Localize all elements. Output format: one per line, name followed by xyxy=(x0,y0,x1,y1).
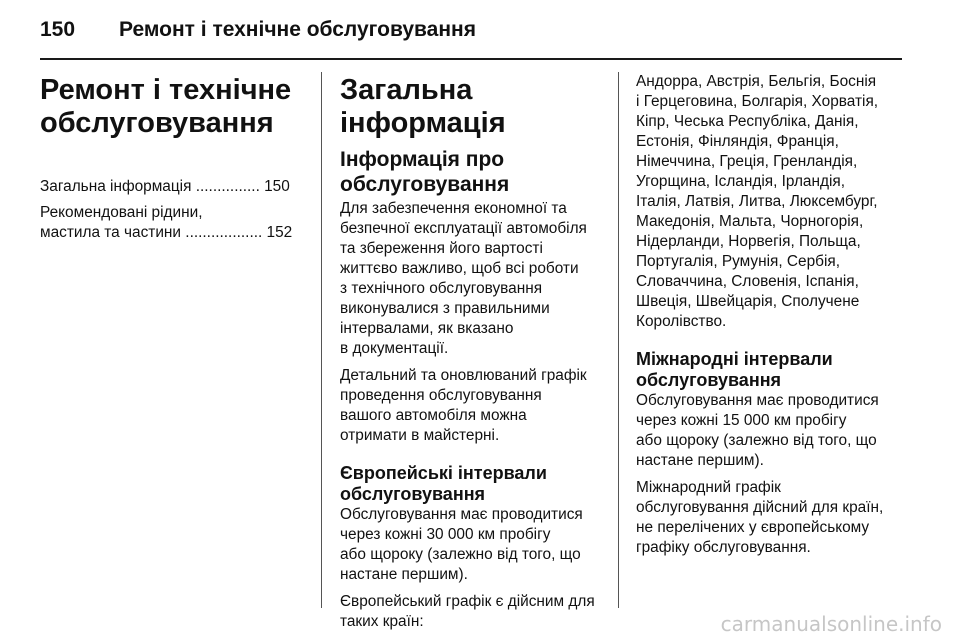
toc-entry-general-info[interactable]: Загальна інформація ............... 150 xyxy=(40,178,290,195)
column-divider-right xyxy=(618,72,619,608)
paragraph-service-schedule: Детальний та оновлюваний графік проведення обслуговування вашого автомобіля можна отримати в майстерні. xyxy=(340,367,587,444)
toc-entry-fluids[interactable]: Рекомендовані рідини, мастила та частини .................. 152 xyxy=(40,204,293,241)
running-title: Ремонт і технічне обслуговування xyxy=(119,18,476,41)
page-header xyxy=(40,14,902,60)
subsection-heading-service-info: Інформація про обслуговування xyxy=(340,148,510,196)
column-divider-left xyxy=(321,72,322,608)
paragraph-service-importance: Для забезпечення економної та безпечної експлуатації автомобіля та збереження його вартості життєво важливо, щоб всі роботи з технічного обслуговування виконувалися з правильними інтервалами, як вказано в документації. xyxy=(340,200,587,357)
paragraph-european-countries-intro: Європейський графік є дійсним для таких країн: xyxy=(340,593,595,630)
right-column xyxy=(636,72,906,565)
paragraph-country-list: Андорра, Австрія, Бельгія, Боснія і Герцеговина, Болгарія, Хорватія, Кіпр, Чеська Республіка, Данія, Естонія, Фінляндія, Франція, Німеччина, Греція, Гренландія, Угорщина, Ісландія, Ірландія, Італія, Латвія, Литва, Люксембург, Македонія, Мальта, Чорногорія, Нідерланди, Норвегія, Польща, Португалія, Румунія, Сербія, Словаччина, Словенія, Іспанія, Швеція, Швейцарія, Сполучене Королівство. xyxy=(636,73,879,330)
subsection-heading-international-intervals: Міжнародні інтервали обслуговування xyxy=(636,349,833,390)
left-column xyxy=(40,74,310,249)
subsection-heading-european-intervals: Європейські інтервали обслуговування xyxy=(340,463,547,504)
section-heading: Загальна інформація xyxy=(340,74,506,139)
middle-column xyxy=(340,74,606,639)
paragraph-international-interval: Обслуговування має проводитися через кожні 15 000 км пробігу або щороку (залежно від того, що настане першим). xyxy=(636,392,879,469)
paragraph-international-schedule: Міжнародний графік обслуговування дійсний для країн, не перелічених у європейському графіку обслуговування. xyxy=(636,479,884,556)
watermark: carmanualsonline.info xyxy=(720,612,942,636)
paragraph-european-interval: Обслуговування має проводитися через кожні 30 000 км пробігу або щороку (залежно від того, що настане першим). xyxy=(340,506,583,583)
page-number: 150 xyxy=(40,18,76,41)
chapter-title: Ремонт і технічне обслуговування xyxy=(40,74,292,139)
